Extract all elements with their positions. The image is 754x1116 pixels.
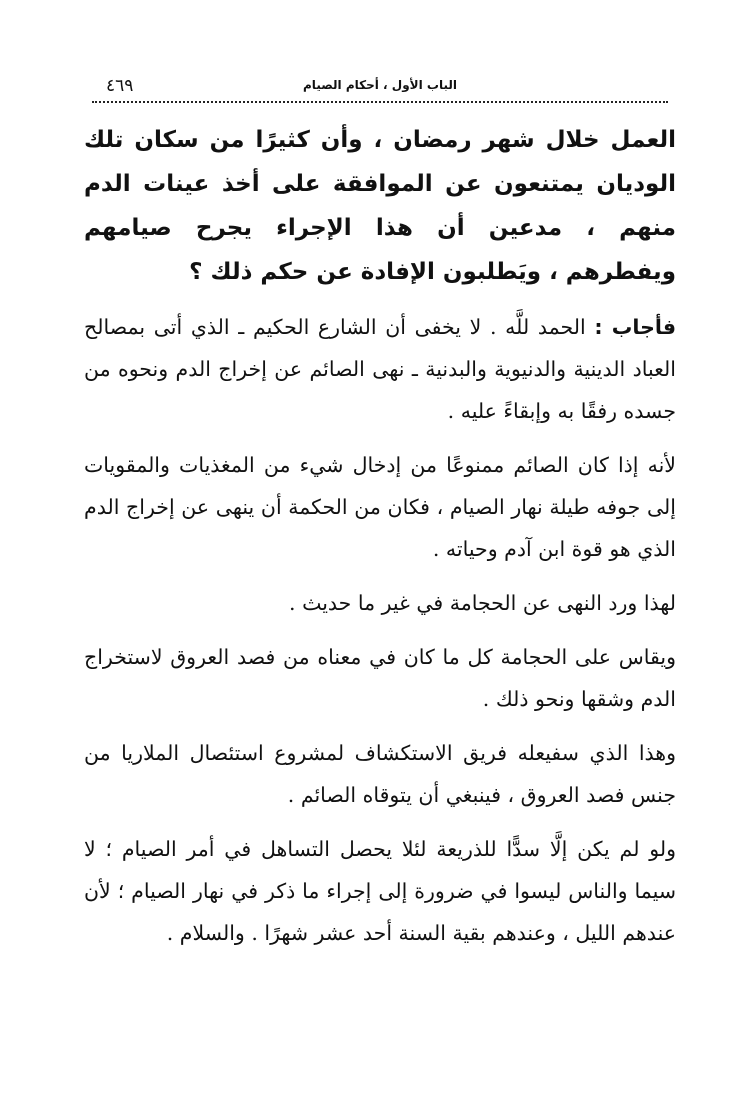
- chapter-title: الباب الأول ، أحكام الصيام: [303, 78, 457, 92]
- body-paragraph: ولو لم يكن إلَّا سدًّا للذريعة لئلا يحصل التساهل في أمر الصيام ؛ لا سيما والناس ليسوا في ضرورة إلى إجراء ما ذكر في نهار الصيام ؛ لأن عندهم الليل ، وعندهم بقية السنة أحد عشر شهرًا . والسلام .: [84, 837, 676, 945]
- page-number: ٤٦٩: [106, 76, 134, 96]
- answer-label: فأجاب :: [594, 315, 676, 339]
- body-paragraph: لهذا ورد النهى عن الحجامة في غير ما حديث .: [289, 591, 676, 615]
- answer-text: الحمد للَّه . لا يخفى أن الشارع الحكيم ـ الذي أتى بمصالح العباد الدينية والدنيوية والبدنية ـ نهى الصائم عن إخراج الدم ونحوه من جسده رفقًا به وإبقاءً عليه .: [84, 315, 676, 423]
- page-header: [92, 74, 668, 100]
- body-paragraph: لأنه إذا كان الصائم ممنوعًا من إدخال شيء من المغذيات والمقويات إلى جوفه طيلة نهار الصيام ، فكان من الحكمة أن ينهى عن إخراج الدم الذي هو قوة ابن آدم وحياته .: [84, 453, 676, 561]
- answer-paragraph: [84, 306, 676, 432]
- body-paragraph: وهذا الذي سفيعله فريق الاستكشاف لمشروع استئصال الملاريا من جنس فصد العروق ، فينبغي أن يتوقاه الصائم .: [84, 741, 676, 807]
- page-body: [84, 118, 676, 966]
- body-paragraph: ويقاس على الحجامة كل ما كان في معناه من فصد العروق لاستخراج الدم وشقها ونحو ذلك .: [84, 645, 676, 711]
- question-text: العمل خلال شهر رمضان ، وأن كثيرًا من سكان تلك الوديان يمتنعون عن الموافقة على أخذ عينات الدم منهم ، مدعين أن هذا الإجراء يجرح صيامهم ويفطرهم ، ويَطلبون الإفادة عن حكم ذلك ؟: [84, 127, 676, 285]
- header-divider: [92, 101, 668, 103]
